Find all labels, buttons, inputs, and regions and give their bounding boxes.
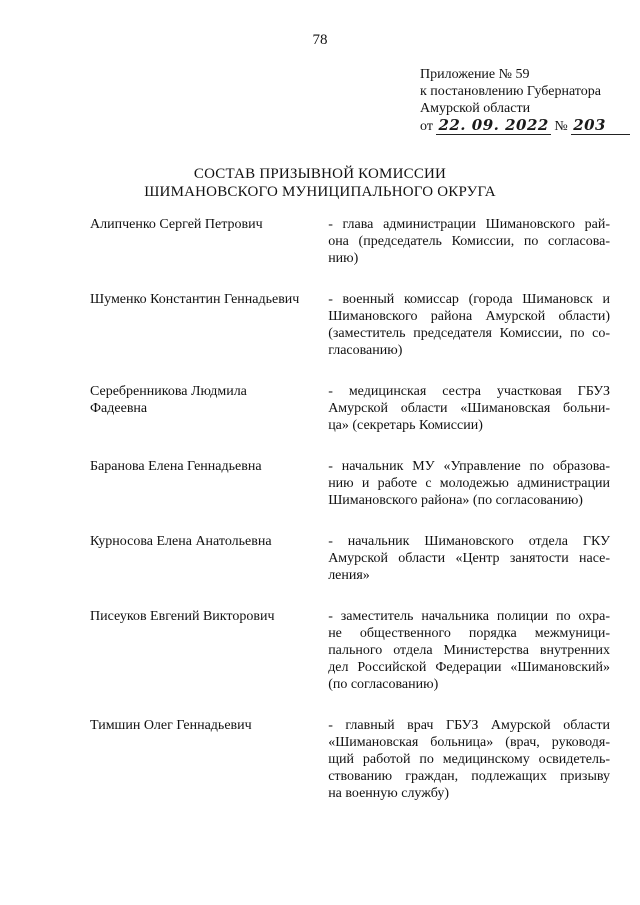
appendix-region: Амурской области bbox=[420, 101, 531, 116]
member-role-line: нию) bbox=[328, 251, 359, 266]
member-name bbox=[90, 216, 328, 267]
member-name bbox=[90, 533, 328, 584]
page-number: 78 bbox=[312, 32, 328, 48]
document-title bbox=[0, 165, 640, 201]
member-role-line: - глава администрации Шимановского рай- bbox=[328, 217, 610, 232]
member-name bbox=[90, 608, 328, 693]
member-role-line: - медицинская сестра участковая ГБУЗ bbox=[328, 384, 610, 399]
member-role-line: - начальник МУ «Управление по образова- bbox=[328, 459, 610, 474]
member-role-line: ления» bbox=[328, 568, 370, 583]
member-row bbox=[90, 383, 610, 434]
member-role-line: пального отдела Министерства внутренних bbox=[328, 643, 610, 658]
member-name-line: Тимшин Олег Геннадьевич bbox=[90, 718, 252, 733]
member-role-line: дел Российской Федерации «Шимановский» bbox=[328, 660, 610, 675]
member-role-line: (по согласованию) bbox=[328, 677, 439, 692]
member-role-line: щий работой по медицинскому освидетель- bbox=[328, 752, 610, 767]
member-name-line: Баранова Елена Геннадьевна bbox=[90, 459, 262, 474]
title-line-1: СОСТАВ ПРИЗЫВНОЙ КОМИССИИ bbox=[193, 166, 447, 182]
date-prefix: от bbox=[420, 119, 433, 134]
member-name-line: Шуменко Константин Геннадьевич bbox=[90, 292, 300, 307]
member-role-line: - главный врач ГБУЗ Амурской области bbox=[328, 718, 610, 733]
appendix-date-line bbox=[420, 117, 620, 135]
member-name-line: Курносова Елена Анатольевна bbox=[90, 534, 272, 549]
number-label: № bbox=[554, 119, 568, 134]
member-row bbox=[90, 291, 610, 359]
member-role bbox=[328, 216, 610, 267]
commission-members-list bbox=[90, 216, 610, 826]
handwritten-date: 22. 09. 2022 bbox=[438, 116, 549, 134]
member-row bbox=[90, 717, 610, 802]
member-row bbox=[90, 458, 610, 509]
member-name bbox=[90, 291, 328, 359]
member-row bbox=[90, 608, 610, 693]
member-role bbox=[328, 533, 610, 584]
member-role-line: Шимановского района Амурской области) bbox=[328, 309, 610, 324]
member-role bbox=[328, 717, 610, 802]
member-name bbox=[90, 717, 328, 802]
member-role-line: - заместитель начальника полиции по охра- bbox=[328, 609, 610, 624]
member-name bbox=[90, 458, 328, 509]
member-name-line: Алипченко Сергей Петрович bbox=[90, 217, 263, 232]
member-role-line: Амурской области «Центр занятости насе- bbox=[328, 551, 610, 566]
member-role-line: (заместитель председателя Комиссии, по со- bbox=[328, 326, 610, 341]
member-row bbox=[90, 533, 610, 584]
title-line-2: ШИМАНОВСКОГО МУНИЦИПАЛЬНОГО ОКРУГА bbox=[144, 184, 496, 200]
member-role-line: гласованию) bbox=[328, 343, 403, 358]
member-role bbox=[328, 608, 610, 693]
member-role-line: она (председатель Комиссии, по согласова- bbox=[328, 234, 610, 249]
member-role-line: - военный комиссар (города Шимановск и bbox=[328, 292, 610, 307]
member-role bbox=[328, 458, 610, 509]
member-role-line: нию и работе с молодежью администрации bbox=[328, 476, 610, 491]
member-role bbox=[328, 383, 610, 434]
member-role-line: Шимановского района» (по согласованию) bbox=[328, 493, 583, 508]
member-role-line: на военную службу) bbox=[328, 786, 449, 801]
handwritten-number: 203 bbox=[571, 117, 630, 135]
member-name-line: Писеуков Евгений Викторович bbox=[90, 609, 275, 624]
member-name-line: Фадеевна bbox=[90, 401, 148, 416]
appendix-decree: к постановлению Губернатора bbox=[420, 84, 601, 99]
member-role-line: не общественного порядка межмуници- bbox=[328, 626, 610, 641]
member-row bbox=[90, 216, 610, 267]
appendix-block bbox=[420, 66, 620, 135]
member-role-line: - начальник Шимановского отдела ГКУ bbox=[328, 534, 610, 549]
member-role-line: «Шимановская больница» (врач, руководя- bbox=[328, 735, 610, 750]
member-name-line: Серебренникова Людмила bbox=[90, 384, 247, 399]
member-role bbox=[328, 291, 610, 359]
member-role-line: ца» (секретарь Комиссии) bbox=[328, 418, 483, 433]
member-role-line: ствованию граждан, подлежащих призыву bbox=[328, 769, 610, 784]
member-role-line: Амурской области «Шимановская больни- bbox=[328, 401, 610, 416]
member-name bbox=[90, 383, 328, 434]
appendix-number: Приложение № 59 bbox=[420, 67, 530, 82]
